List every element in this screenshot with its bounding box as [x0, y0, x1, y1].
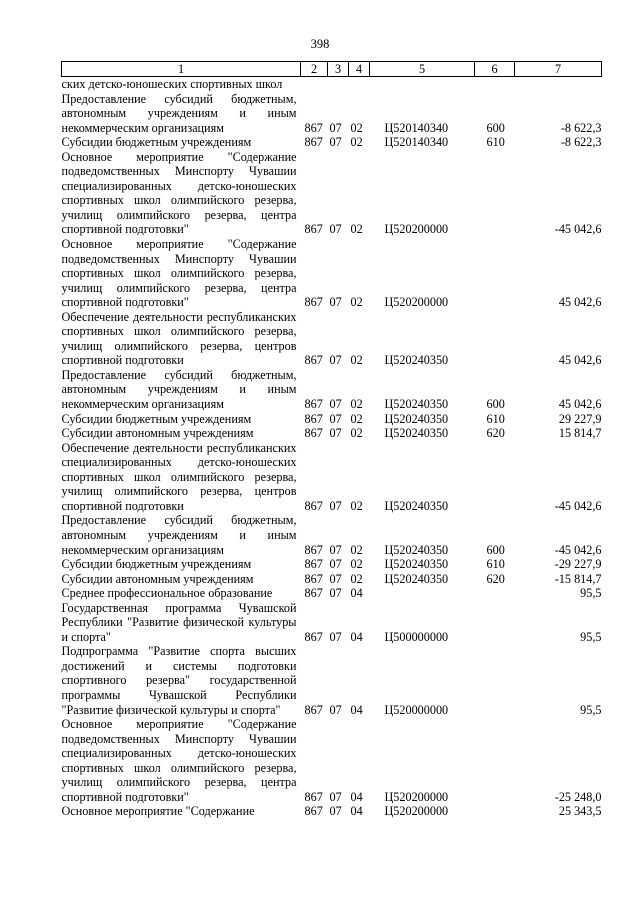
row-name: Обеспечение деятельности республиканских спортивных школ олимпийского резерва, училищ олимпийского резерва, центров спортивной подготовки: [61, 309, 297, 368]
table-row: [62, 368, 602, 412]
header-col-7: 7: [515, 62, 602, 77]
row-expense-type: [475, 601, 515, 645]
table-row: [62, 804, 602, 819]
row-expense-type: 610: [486, 411, 505, 426]
row-expense-type: [475, 237, 515, 310]
row-target-article: Ц520140340: [384, 135, 449, 150]
table-row: [62, 586, 602, 601]
budget-table: [61, 61, 602, 819]
row-target-article: Ц520240350: [384, 542, 449, 557]
row-expense-type: 620: [486, 426, 505, 441]
row-amount: -8 622,3: [560, 135, 602, 150]
row-subsection: 04: [350, 586, 363, 601]
row-code: 867: [304, 586, 323, 601]
row-name: Подпрограмма "Развитие спорта высших достижений и системы подготовки спортивного резерва" государственной программы Чувашской Республики "Развитие физической культуры и спорта": [61, 644, 297, 717]
table-row: [62, 717, 602, 804]
row-code: 867: [304, 702, 323, 717]
row-code: 867: [304, 295, 323, 310]
row-expense-type: 600: [486, 397, 505, 412]
row-section: 07: [329, 411, 342, 426]
table-row: [62, 572, 602, 587]
row-amount: -8 622,3: [560, 120, 602, 135]
row-section: 07: [329, 789, 342, 804]
row-target-article: Ц520200000: [384, 804, 449, 819]
row-code: 867: [304, 571, 323, 586]
row-expense-type: 600: [486, 120, 505, 135]
row-section: 07: [329, 426, 342, 441]
row-code: 867: [304, 629, 323, 644]
row-expense-type: [475, 150, 515, 237]
row-section: 07: [329, 295, 342, 310]
row-code: 867: [304, 498, 323, 513]
row-target-article: [370, 586, 475, 601]
row-subsection: 04: [350, 702, 363, 717]
row-subsection: 02: [350, 222, 363, 237]
row-amount: 15 814,7: [558, 426, 602, 441]
table-row: [62, 150, 602, 237]
row-name: Субсидии бюджетным учреждениям: [61, 411, 252, 426]
row-name: Среднее профессиональное образование: [61, 586, 273, 601]
header-col-1: 1: [62, 62, 301, 77]
row-code: 867: [304, 397, 323, 412]
row-section: 07: [329, 222, 342, 237]
row-amount: 25 343,5: [558, 804, 602, 819]
row-amount: 45 042,6: [558, 397, 602, 412]
row-target-article: Ц520000000: [384, 702, 449, 717]
row-name: Обеспечение деятельности республиканских специализированных детско-юношеских спортивных школ олимпийского резерва, училищ олимпийского резерва, центров спортивной подготовки: [61, 440, 297, 513]
row-code: 867: [304, 557, 323, 572]
row-target-article: Ц520200000: [384, 222, 449, 237]
header-col-4: 4: [349, 62, 370, 77]
row-expense-type: 600: [486, 542, 505, 557]
row-subsection: 02: [350, 557, 363, 572]
row-section: 07: [329, 702, 342, 717]
header-col-6: 6: [475, 62, 515, 77]
row-code: 867: [304, 353, 323, 368]
row-subsection: 02: [350, 411, 363, 426]
table-row: [62, 426, 602, 441]
row-name: Субсидии бюджетным учреждениям: [61, 135, 252, 150]
row-target-article: Ц500000000: [384, 629, 449, 644]
row-subsection: 04: [350, 789, 363, 804]
table-row: [62, 135, 602, 150]
row-name: Субсидии бюджетным учреждениям: [61, 557, 252, 572]
row-name: Основное мероприятие "Содержание подведомственных Минспорту Чувашии специализированных детско-юношеских спортивных школ олимпийского резерва, училищ олимпийского резерва, центра спортивной подготовки": [61, 717, 297, 804]
row-amount: -29 227,9: [554, 557, 602, 572]
row-expense-type: [475, 717, 515, 804]
table-row: [62, 77, 602, 92]
row-name: Основное мероприятие "Содержание: [61, 804, 255, 819]
table-header-row: [62, 62, 602, 77]
row-section: 07: [329, 804, 342, 819]
row-amount: 45 042,6: [558, 295, 602, 310]
row-expense-type: [475, 644, 515, 717]
row-expense-type: [475, 77, 515, 92]
row-section: 07: [329, 397, 342, 412]
table-row: [62, 412, 602, 427]
row-target-article: Ц520240350: [384, 557, 449, 572]
row-expense-type: [475, 441, 515, 514]
row-target-article: [370, 77, 475, 92]
row-subsection: 04: [350, 804, 363, 819]
row-amount: -25 248,0: [554, 789, 602, 804]
row-target-article: Ц520240350: [384, 411, 449, 426]
row-name: Предоставление субсидий бюджетным, автономным учреждениям и иным некоммерческим организациям: [61, 513, 297, 557]
row-target-article: Ц520240350: [384, 353, 449, 368]
row-section: 07: [329, 629, 342, 644]
table-row: [62, 237, 602, 310]
row-code: 867: [304, 222, 323, 237]
row-expense-type: [475, 804, 515, 819]
row-subsection: 02: [350, 397, 363, 412]
row-name: Предоставление субсидий бюджетным, автономным учреждениям и иным некоммерческим организациям: [61, 91, 297, 135]
row-name: Основное мероприятие "Содержание подведомственных Минспорту Чувашии специализированных детско-юношеских спортивных школ олимпийского резерва, училищ олимпийского резерва, центра спортивной подготовки": [61, 149, 297, 237]
row-section: 07: [329, 586, 342, 601]
row-code: [301, 77, 328, 92]
row-subsection: 02: [350, 353, 363, 368]
row-target-article: Ц520240350: [384, 571, 449, 586]
row-target-article: Ц520140340: [384, 120, 449, 135]
row-name: Субсидии автономным учреждениям: [61, 571, 254, 586]
row-section: 07: [329, 557, 342, 572]
header-col-2: 2: [301, 62, 328, 77]
row-subsection: [349, 77, 370, 92]
row-section: 07: [329, 498, 342, 513]
table-row: [62, 644, 602, 717]
row-section: 07: [329, 120, 342, 135]
row-subsection: 02: [350, 542, 363, 557]
table-row: [62, 310, 602, 368]
row-amount: 95,5: [580, 586, 602, 601]
row-amount: 95,5: [580, 702, 602, 717]
row-target-article: Ц520240350: [384, 498, 449, 513]
row-expense-type: [475, 310, 515, 368]
row-name: Субсидии автономным учреждениям: [61, 426, 254, 441]
row-target-article: Ц520240350: [384, 397, 449, 412]
row-code: 867: [304, 135, 323, 150]
row-expense-type: 620: [486, 571, 505, 586]
row-expense-type: 610: [486, 557, 505, 572]
row-name: Предоставление субсидий бюджетным, автономным учреждениям и иным некоммерческим организациям: [61, 367, 297, 412]
table-row: [62, 92, 602, 136]
row-code: 867: [304, 789, 323, 804]
row-code: 867: [304, 804, 323, 819]
page-number: 398: [310, 37, 330, 51]
row-section: [328, 77, 349, 92]
row-subsection: 04: [350, 629, 363, 644]
row-amount: 29 227,9: [558, 411, 602, 426]
row-subsection: 02: [350, 295, 363, 310]
row-code: 867: [304, 120, 323, 135]
row-name: ских детско-юношеских спортивных школ: [61, 77, 283, 91]
row-section: 07: [329, 353, 342, 368]
table-row: [62, 557, 602, 572]
row-amount: [515, 77, 602, 92]
header-col-3: 3: [328, 62, 349, 77]
row-name: Основное мероприятие "Содержание подведомственных Минспорту Чувашии спортивных школ олимпийского резерва, училищ олимпийского резерва, центра спортивной подготовки": [61, 237, 297, 310]
row-subsection: 02: [350, 498, 363, 513]
row-amount: 45 042,6: [558, 353, 602, 368]
row-section: 07: [329, 542, 342, 557]
row-subsection: 02: [350, 135, 363, 150]
row-target-article: Ц520240350: [384, 426, 449, 441]
row-section: 07: [329, 571, 342, 586]
row-amount: 95,5: [580, 629, 602, 644]
row-amount: -45 042,6: [554, 542, 602, 557]
row-code: 867: [304, 542, 323, 557]
row-amount: -15 814,7: [554, 571, 602, 586]
table-row: [62, 601, 602, 645]
row-amount: -45 042,6: [554, 222, 602, 237]
table-row: [62, 441, 602, 514]
table-row: [62, 513, 602, 557]
row-code: 867: [304, 411, 323, 426]
row-section: 07: [329, 135, 342, 150]
row-expense-type: [475, 586, 515, 601]
header-col-5: 5: [370, 62, 475, 77]
row-expense-type: 610: [486, 135, 505, 150]
row-target-article: Ц520200000: [384, 295, 449, 310]
row-code: 867: [304, 426, 323, 441]
row-subsection: 02: [350, 426, 363, 441]
row-amount: -45 042,6: [554, 498, 602, 513]
row-name: Государственная программа Чувашской Республики "Развитие физической культуры и спорта": [61, 600, 297, 644]
row-subsection: 02: [350, 120, 363, 135]
row-subsection: 02: [350, 571, 363, 586]
row-target-article: Ц520200000: [384, 789, 449, 804]
